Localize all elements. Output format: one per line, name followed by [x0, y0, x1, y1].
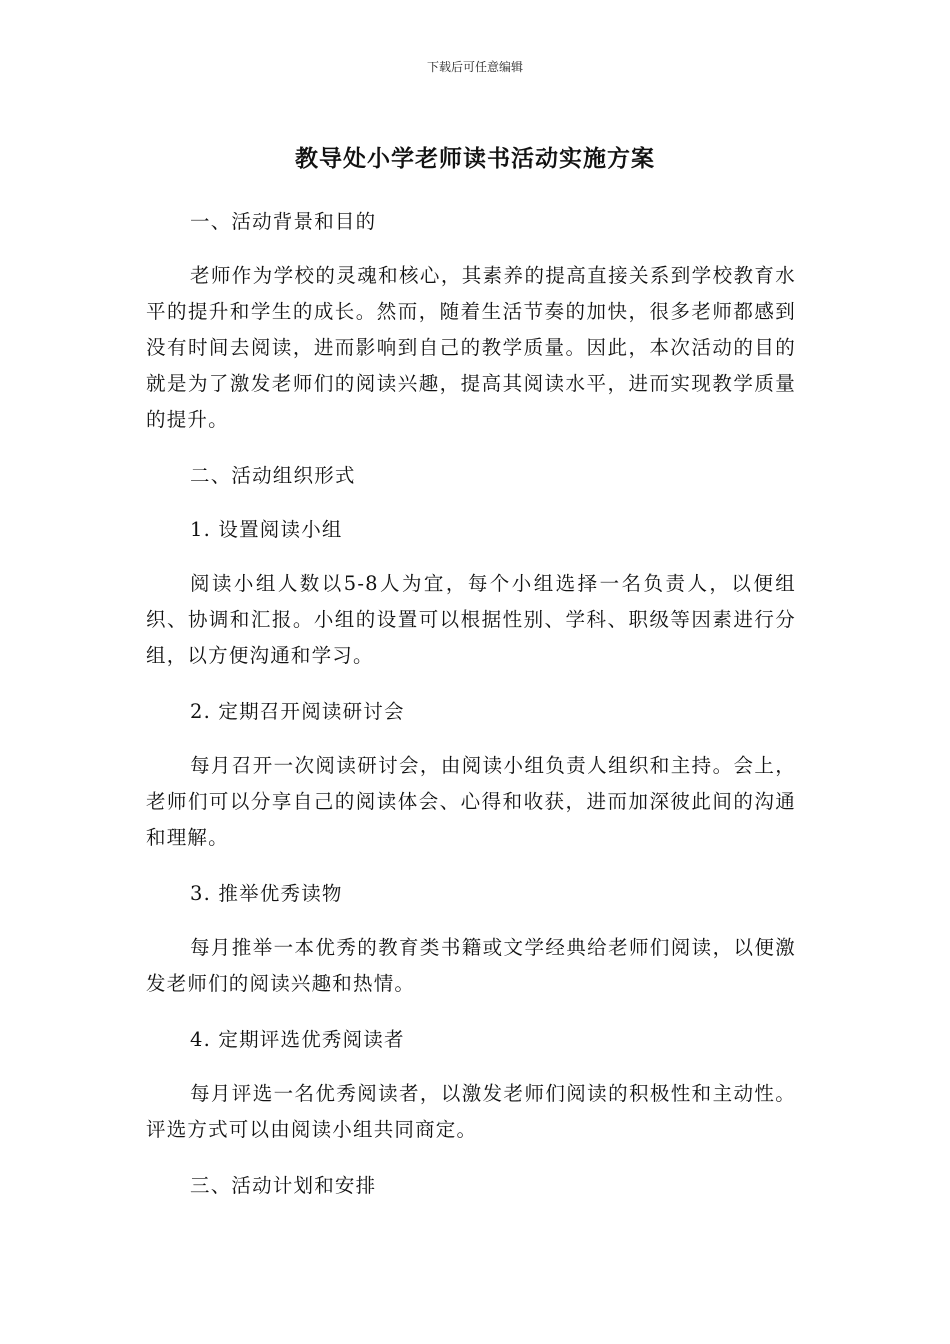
item-4-paragraph: 每月评选一名优秀阅读者，以激发老师们阅读的积极性和主动性。评选方式可以由阅读小组共同商定。 [146, 1082, 796, 1141]
section-heading-3: 三、活动计划和安排 [190, 1174, 377, 1197]
section-1-paragraph: 老师作为学校的灵魂和核心，其素养的提高直接关系到学校教育水平的提升和学生的成长。然而，随着生活节奏的加快，很多老师都感到没有时间去阅读，进而影响到自己的教学质量。因此，本次活动的目的就是为了激发老师们的阅读兴趣，提高其阅读水平，进而实现教学质量的提升。 [146, 264, 796, 431]
section-heading-1: 一、活动背景和目的 [190, 210, 377, 233]
item-1-paragraph: 阅读小组人数以5-8人为宜，每个小组选择一名负责人，以便组织、协调和汇报。小组的设置可以根据性别、学科、职级等因素进行分组，以方便沟通和学习。 [146, 572, 796, 667]
item-heading-3: 3. 推举优秀读物 [190, 882, 343, 905]
item-heading-4: 4. 定期评选优秀阅读者 [190, 1028, 405, 1051]
item-heading-1: 1. 设置阅读小组 [190, 518, 343, 541]
section-heading-2: 二、活动组织形式 [190, 464, 356, 487]
document-body [146, 204, 796, 1204]
document-title: 教导处小学老师读书活动实施方案 [295, 146, 655, 172]
page-header-note: 下载后可任意编辑 [426, 60, 523, 74]
item-2-paragraph: 每月召开一次阅读研讨会，由阅读小组负责人组织和主持。会上，老师们可以分享自己的阅读体会、心得和收获，进而加深彼此间的沟通和理解。 [146, 754, 796, 849]
item-heading-2: 2. 定期召开阅读研讨会 [190, 700, 405, 723]
item-3-paragraph: 每月推举一本优秀的教育类书籍或文学经典给老师们阅读，以便激发老师们的阅读兴趣和热情。 [146, 936, 796, 995]
